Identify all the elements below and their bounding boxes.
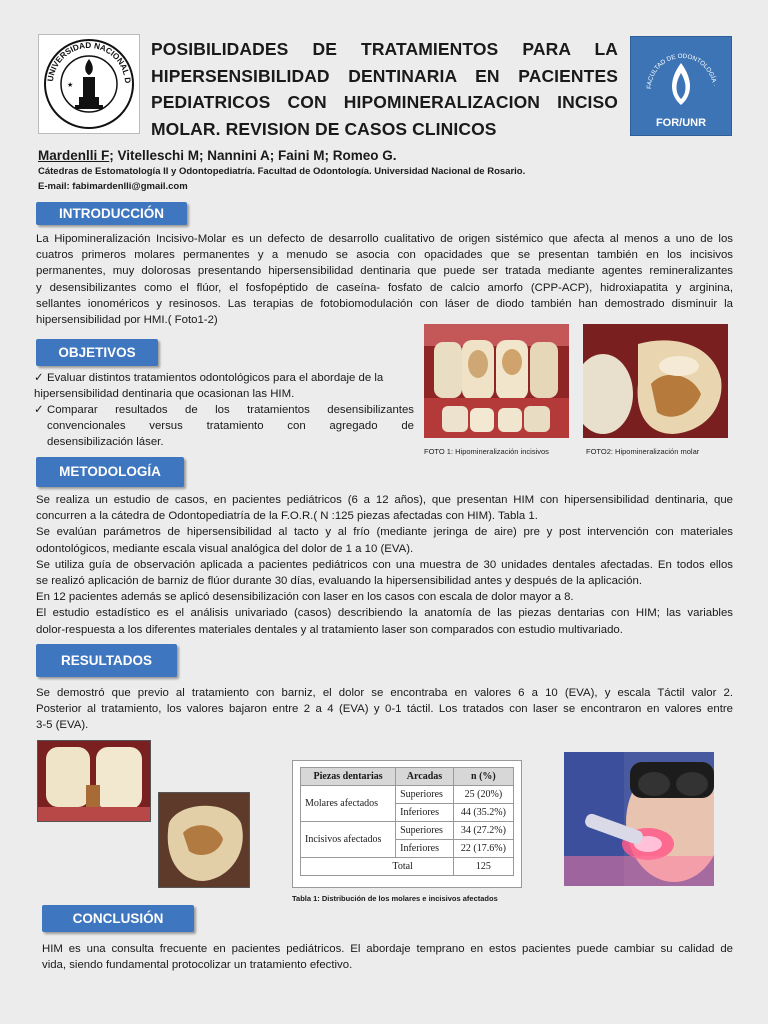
table-cell: Superiores [396, 786, 454, 804]
intro-line: La Hipomineralización Incisivo-Molar es un defecto de desarrollo cualitativo de origen sistémico que afecta al menos a uno de los [36, 233, 733, 245]
foto2-molar-photo [583, 324, 728, 438]
objective-line: hipersensibilidad dentinaria que ocasionan las HIM. [34, 388, 295, 400]
section-conclusion [42, 905, 194, 932]
logo-right-label: FOR/UNR [655, 117, 707, 129]
section-title: CONCLUSIÓN [72, 911, 164, 926]
tabla-1 [292, 760, 522, 888]
intro-line: sellantes ionoméricos y resinosos. Las terapias de fotobiomodulación con láser de diodo también han demostrado disminuir la [36, 297, 733, 310]
metodologia-line: Se utiliza guía de observación aplicada a pacientes pediátricos con una muestra de 30 unidades dentales afectadas. En todos ellos [36, 558, 733, 571]
checkmark-icon: ✓ [34, 404, 44, 416]
contact-email: E-mail: fabimardenlli@gmail.com [38, 181, 188, 192]
section-title: RESULTADOS [61, 653, 152, 668]
metodologia-line: odontológicos, mediante escala visual analógica del dolor de 1 a 10 (EVA). [36, 542, 414, 555]
conclusion-text [42, 941, 733, 973]
metodologia-line: concurren a la cátedra de Odontopediatría de la F.O.R.( N :125 piezas afectadas con HIM). Tabla 1. [36, 510, 538, 523]
objetivos-list [34, 370, 414, 450]
foto1-incisivos-photo [424, 324, 569, 438]
resultado-molar-photo [158, 792, 250, 888]
unr-seal-logo [38, 34, 140, 134]
conclusion-line: HIM es una consulta frecuente en pacientes pediátricos. El abordaje temprano en estos pacientes puede cambiar su calidad de [42, 943, 733, 955]
title-line: PEDIATRICOS CON HIPOMINERALIZACION INCISO [151, 92, 618, 112]
table-cell: 25 (20%) [453, 786, 513, 804]
foto2-caption: FOTO2: Hipomineralización molar [586, 447, 700, 456]
authors [38, 148, 397, 163]
section-introduccion [36, 202, 187, 225]
title-line: MOLAR. REVISION DE CASOS CLINICOS [151, 118, 497, 139]
first-author: Mardenlli F [38, 148, 110, 163]
table-cell: Inferiores [396, 804, 454, 822]
table-total-row [301, 858, 514, 876]
table-header: Piezas dentarias [301, 768, 396, 786]
list-item [34, 370, 414, 386]
resultados-line: 3-5 (EVA). [36, 719, 89, 732]
section-title: METODOLOGÍA [59, 464, 161, 479]
table-row [301, 822, 514, 840]
laser-treatment-photo [564, 752, 714, 886]
objective-line: desensibilización láser. [47, 436, 164, 448]
objective-line: convencionales versus tratamiento con agregado de [47, 420, 414, 432]
section-resultados [36, 644, 177, 677]
intro-line: hipersensibilidad por HMI.( Foto1-2) [36, 314, 218, 327]
table-row [301, 786, 514, 804]
table-cell: Superiores [396, 822, 454, 840]
other-authors: ; Vitelleschi M; Nannini A; Faini M; Romeo G. [109, 148, 397, 163]
metodologia-line: El estudio estadístico es el análisis univariado (casos) describiendo la anatomía de las piezas dentarias con HIM; las variables [36, 607, 733, 620]
list-item [34, 402, 414, 450]
table-group-label: Molares afectados [301, 786, 396, 822]
poster-title [151, 36, 618, 142]
metodologia-line: se realizó aplicación de barniz de flúor durante 30 días, evaluando la hipersensibilidad antes y después de la aplicación. [36, 575, 642, 588]
resultados-line: Posterior al tratamiento, los valores bajaron entre 2 a 4 (EVA) y 0-1 táctil. Los tratados con laser se encontraron en valores entre [36, 703, 733, 716]
intro-line: cuatros primeros molares permanentes y a menudo se asocia con opacidades que se presentan también en los incisivos [36, 249, 733, 262]
conclusion-line: vida, siendo fundamental protocolizar un tratamiento efectivo. [42, 959, 353, 972]
foto1-caption: FOTO 1: Hipomineralización incisivos [424, 447, 549, 456]
intro-text [36, 231, 733, 328]
svg-text:★: ★ [67, 82, 74, 89]
table-total-label: Total [301, 858, 454, 876]
intro-line: permanentes, muy dolorosas presentando hipersensibilidad dentinaria que puede ser tratada mediante agentes remineralizantes [36, 265, 733, 278]
objective-line: Evaluar distintos tratamientos odontológicos para el abordaje de la [47, 372, 384, 384]
table-header: n (%) [453, 768, 513, 786]
table-header-row [301, 768, 514, 786]
resultado-incisivos-photo [37, 740, 151, 822]
table-cell: 34 (27.2%) [453, 822, 513, 840]
distribution-table [300, 767, 514, 876]
metodologia-line: Se realiza un estudio de casos, en pacientes pediátricos (6 a 12 años), que presentan HIM con hipersensibilidad dentinaria, que [36, 494, 733, 506]
tabla-caption: Tabla 1: Distribución de los molares e incisivos afectados [292, 894, 498, 903]
resultados-text [36, 685, 733, 734]
table-cell: Inferiores [396, 840, 454, 858]
section-title: INTRODUCCIÓN [59, 206, 164, 221]
metodologia-line: En 12 pacientes además se aplicó desensibilización con laser en los casos con escala de dolor mayor a 8. [36, 591, 574, 604]
table-cell: 22 (17.6%) [453, 840, 513, 858]
table-group-label: Incisivos afectados [301, 822, 396, 858]
title-line: HIPERSENSIBILIDAD DENTINARIA EN PACIENTES [151, 65, 618, 86]
metodologia-text [36, 492, 733, 638]
metodologia-line: dolor-respuesta a los diferentes materiales dentales y al tratamiento laser son comparados con estudio multivariado. [36, 623, 623, 636]
metodologia-line: Se evalúan parámetros de hipersensibilidad al tacto y al frío (mediante jeringa de aire) pre y post intervención con materiales [36, 526, 733, 539]
title-line: POSIBILIDADES DE TRATAMIENTOS PARA LA [151, 39, 618, 59]
for-unr-logo [630, 36, 732, 136]
resultados-line: Se demostró que previo al tratamiento con barniz, el dolor se encontraba en valores 6 a 10 (EVA), y escala Táctil valor 2. [36, 687, 733, 699]
section-metodologia [36, 457, 184, 487]
checkmark-icon: ✓ [34, 372, 44, 384]
section-objetivos [36, 339, 158, 366]
table-header: Arcadas [396, 768, 454, 786]
logo-right-arc-text: FACULTAD DE ODONTOLOGÍA · [645, 52, 718, 90]
affiliation: Cátedras de Estomatología II y Odontopediatría. Facultad de Odontología. Universidad Nacional de Rosario. [38, 166, 526, 177]
intro-line: y desensibilizantes como el flúor, el fosfopéptido de caseína- fosfato de calcio amorfo (CPP-ACP), hidroxiapatita y arginina, [36, 281, 733, 294]
logo-left-text: UNIVERSIDAD NACIONAL D [46, 40, 133, 84]
section-title: OBJETIVOS [58, 345, 136, 360]
table-cell: 44 (35.2%) [453, 804, 513, 822]
objective-line: Comparar resultados de los tratamientos desensibilizantes [47, 404, 414, 416]
table-total-value: 125 [453, 858, 513, 876]
